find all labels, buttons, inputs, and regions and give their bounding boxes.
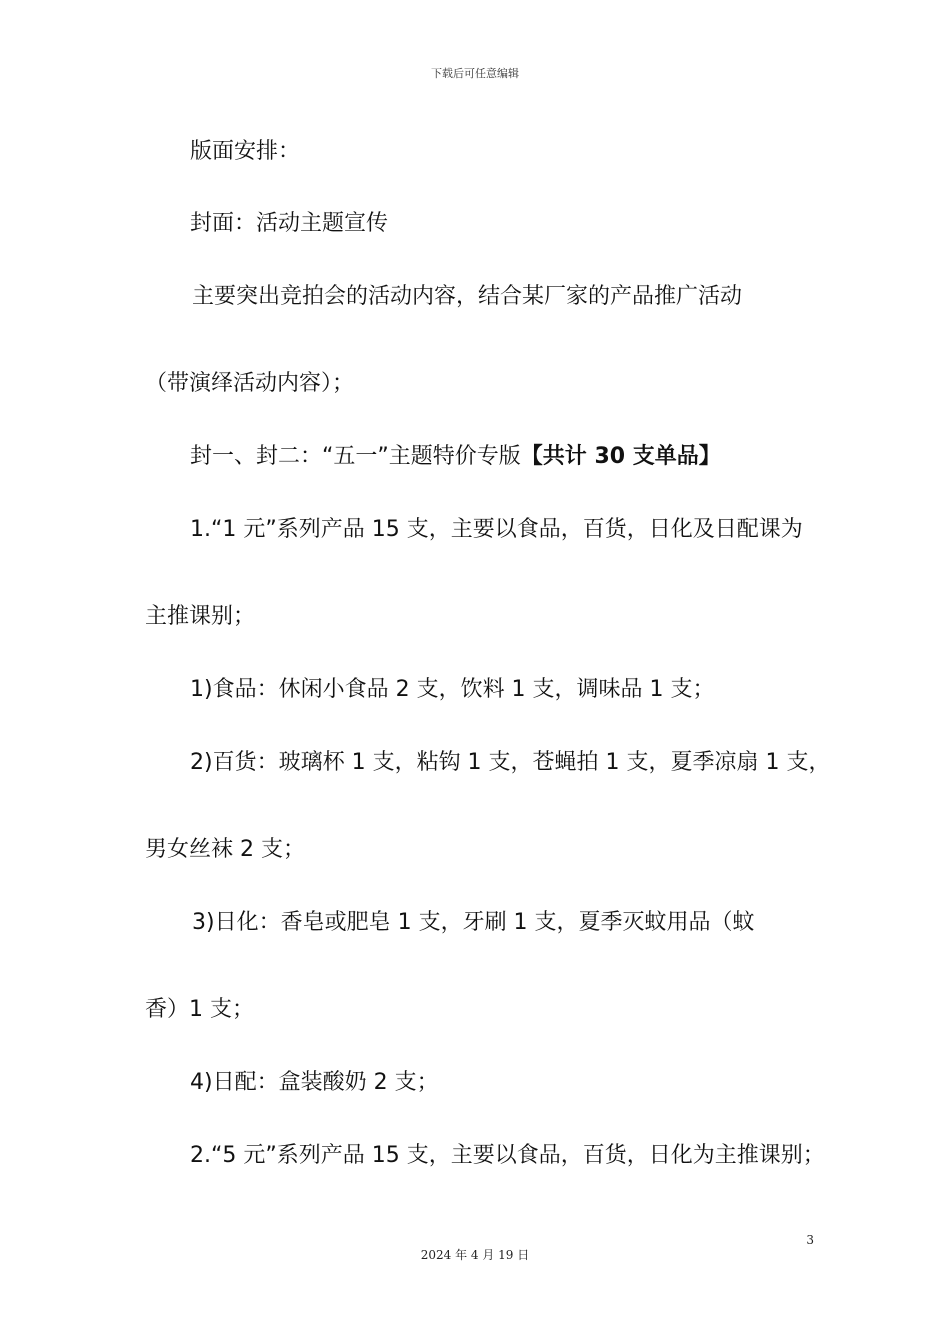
layout-arrangement-heading: 版面安排： <box>190 139 301 164</box>
general-merchandise-line-1: 2)百货：玻璃杯 1 支，粘钩 1 支，苍蝇拍 1 支，夏季凉扇 1 支， <box>190 750 831 775</box>
spread-title-text: 封一、封二：“五一”主题特价专版 <box>190 444 521 469</box>
cover-description-line-2: （带演绎活动内容）； <box>145 371 355 396</box>
page-header: 下载后可任意编辑 <box>431 67 519 80</box>
daily-chemicals-line-2: 香）1 支； <box>145 997 254 1022</box>
page-number: 3 <box>806 1233 814 1247</box>
footer-date: 2024 年 4 月 19 日 <box>420 1248 530 1262</box>
daily-chemicals-line-1: 3)日化：香皂或肥皂 1 支，牙刷 1 支，夏季灭蚊用品（蚊 <box>192 910 755 935</box>
five-yuan-series-line: 2.“5 元”系列产品 15 支，主要以食品，百货，日化为主推课别； <box>190 1143 825 1168</box>
food-items-line: 1)食品：休闲小食品 2 支，饮料 1 支，调味品 1 支； <box>190 677 715 702</box>
cover-description-line-1: 主要突出竞拍会的活动内容，结合某厂家的产品推广活动 <box>192 284 743 309</box>
daily-distribution-line: 4)日配：盒装酸奶 2 支； <box>190 1070 439 1095</box>
one-yuan-series-line-1: 1.“1 元”系列产品 15 支，主要以食品，百货，日化及日配课为 <box>190 517 803 542</box>
one-yuan-series-line-2: 主推课别； <box>145 604 256 629</box>
spread-title-line <box>190 441 721 473</box>
general-merchandise-line-2: 男女丝袜 2 支； <box>145 837 305 862</box>
total-items-note: 【共计 30 支单品】 <box>520 444 721 469</box>
cover-line: 封面：活动主题宣传 <box>190 211 389 236</box>
